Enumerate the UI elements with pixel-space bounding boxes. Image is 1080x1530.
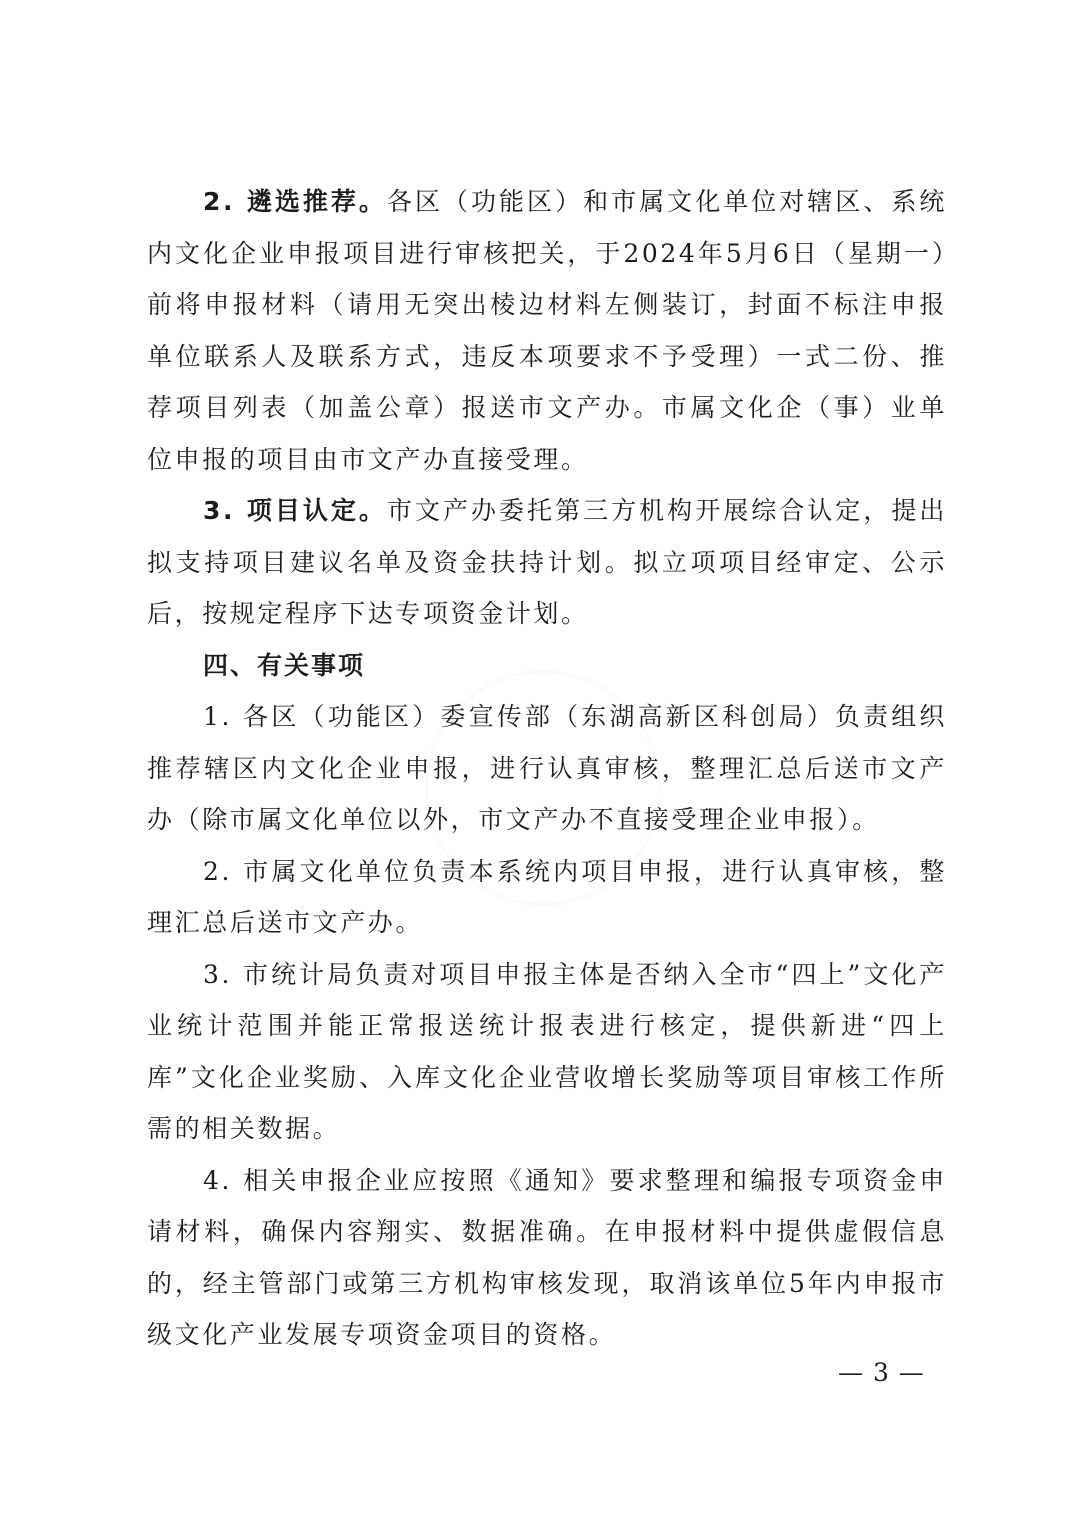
section-heading: 四、有关事项 <box>203 650 366 680</box>
paragraph-recommendation <box>147 176 947 485</box>
paragraph-text: 各区（功能区）和市属文化单位对辖区、系统内文化企业申报项目进行审核把关，于2024年5月6日（星期一）前将申报材料（请用无突出棱边材料左侧装订，封面不标注申报单位联系人及联系方式，违反本项要求不予受理）一式二份、推荐项目列表（加盖公章）报送市文产办。市属文化企（事）业单位申报的项目由市文产办直接受理。 <box>147 187 947 474</box>
list-item: 2. 市属文化单位负责本系统内项目申报，进行认真审核，整理汇总后送市文产办。 <box>147 856 947 937</box>
list-item: 1. 各区（功能区）委宣传部（东湖高新区科创局）负责组织推荐辖区内文化企业申报，进行认真审核，整理汇总后送市文产办（除市属文化单位以外，市文产办不直接受理企业申报）。 <box>147 702 947 834</box>
paragraph-text: 市文产办委托第三方机构开展综合认定，提出拟支持项目建议名单及资金扶持计划。拟立项项目经审定、公示后，按规定程序下达专项资金计划。 <box>147 496 947 628</box>
paragraph-lead: 3. 项目认定。 <box>203 496 387 525</box>
list-item: 3. 市统计局负责对项目申报主体是否纳入全市“四上”文化产业统计范围并能正常报送统计报表进行核定，提供新进“四上库”文化企业奖励、入库文化企业营收增长奖励等项目审核工作所需的相关数据。 <box>147 959 947 1143</box>
document-body <box>147 176 947 1361</box>
paragraph-project-approval <box>147 485 947 640</box>
paragraph-lead: 2. 遴选推荐。 <box>203 187 387 216</box>
list-item: 4. 相关申报企业应按照《通知》要求整理和编报专项资金申请材料，确保内容翔实、数据准确。在申报材料中提供虚假信息的，经主管部门或第三方机构审核发现，取消该单位5年内申报市级文化产业发展专项资金项目的资格。 <box>147 1165 947 1349</box>
page-number: — 3 — <box>838 1358 925 1387</box>
